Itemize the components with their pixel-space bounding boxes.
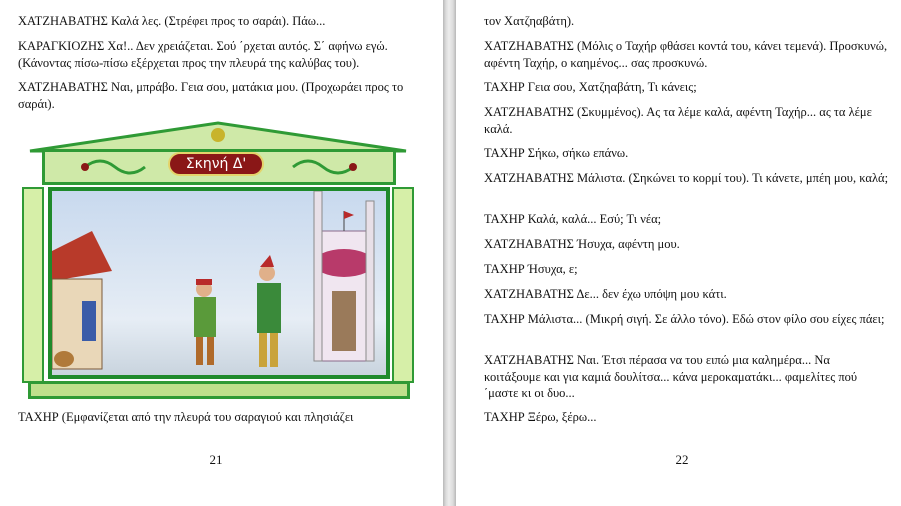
paragraph: ΧΑΤΖΗΑΒΑΤΗΣ (Μόλις ο Ταχήρ φθάσει κοντά του, κάνει τεμενά). Προσκυνώ, αφέντη Ταχήρ, ο καημένος... σας προσκυνώ.: [484, 39, 888, 70]
jar: [54, 351, 74, 367]
paragraph: ΤΑΧΗΡ Καλά, καλά... Εσύ; Τι νέα;: [484, 212, 662, 226]
paragraph: ΧΑΤΖΗΑΒΑΤΗΣ Μάλιστα. (Σηκώνει το κορμί του). Τι κάνετε, μπέη μου, καλά;: [484, 171, 889, 185]
paragraph: ΧΑΤΖΗΑΒΑΤΗΣ Ναι. Έτσι πέρασα να του ειπώ μια καλημέρα... Να κοιτάξουμε και για καμιά δουλίτσα... κάνα μεροκαματάκι... φαμελίτες πού ΄μαστε κι οι δυο...: [484, 353, 858, 400]
paragraph: ΧΑΤΖΗΑΒΑΤΗΣ (Σκυμμένος). Ας τα λέμε καλά, αφέντη Ταχήρ... ας τα λέμε καλά.: [484, 105, 872, 136]
figure-hatziavatis: [257, 255, 281, 367]
hut-roof: [52, 231, 112, 281]
paragraph: ΧΑΤΖΗΑΒΑΤΗΣ Καλά λες. (Στρέφει προς το σαράι). Πάω...: [18, 14, 326, 28]
right-page: [456, 0, 901, 506]
figure-tahir: [194, 279, 216, 365]
scene-title-sign: Σκηνή Δ': [168, 152, 264, 176]
right-column: [392, 187, 414, 383]
book-gutter: [443, 0, 456, 506]
page-number: 22: [675, 452, 689, 467]
paragraph: ΧΑΤΖΗΑΒΑΤΗΣ Δε... δεν έχω υπόψη μου κάτι.: [484, 287, 727, 301]
palace: [314, 191, 374, 361]
paragraph: τον Χατζηαβάτη).: [484, 14, 575, 28]
paragraph: ΤΑΧΗΡ Ξέρω, ξέρω...: [484, 410, 597, 424]
paragraph: ΧΑΤΖΗΑΒΑΤΗΣ Ναι, μπράβο. Γεια σου, ματάκια μου. (Προχωράει προς το σαράι).: [18, 80, 404, 111]
paragraph: ΤΑΧΗΡ Ήσυχα, ε;: [484, 262, 578, 276]
paragraph: ΚΑΡΑΓΚΙΟΖΗΣ Χα!.. Δεν χρειάζεται. Σού ΄ρχεται αυτός. Σ΄ αφήνω εγώ. (Κάνοντας πίσω-πίσω εξέρχεται προς την πλευρά της καλύβας του).: [18, 39, 388, 70]
left-column: [22, 187, 44, 383]
left-page: [0, 0, 443, 506]
hut-door: [82, 301, 96, 341]
stage-screen: [48, 187, 390, 379]
paragraph: ΧΑΤΖΗΑΒΑΤΗΣ Ήσυχα, αφέντη μου.: [484, 237, 680, 251]
paragraph: ΤΑΧΗΡ Μάλιστα... (Μικρή σιγή. Σε άλλο τόνο). Εδώ στον φίλο σου είχες πάει;: [484, 312, 885, 326]
paragraph: ΤΑΧΗΡ Σήκω, σήκω επάνω.: [484, 146, 629, 160]
paragraph: ΤΑΧΗΡ Γεια σου, Χατζηαβάτη, Τι κάνεις;: [484, 80, 697, 94]
paragraph: ΤΑΧΗΡ (Εμφανίζεται από την πλευρά του σαραγιού και πλησιάζει: [18, 410, 354, 424]
shadow-theatre-stage-illustration: [18, 117, 418, 404]
page-number: 21: [209, 452, 223, 467]
scene-drawing: [52, 191, 386, 375]
stage-base: [28, 381, 410, 399]
